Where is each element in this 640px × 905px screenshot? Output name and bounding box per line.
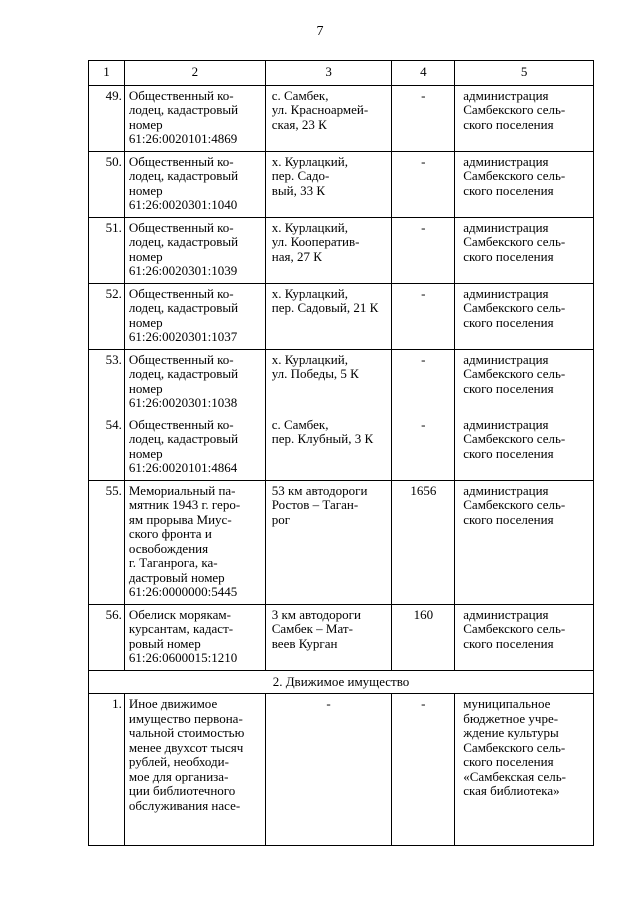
row-value: - bbox=[392, 85, 455, 151]
row-address: с. Самбек, ул. Красноармей- ская, 23 К bbox=[265, 85, 392, 151]
row-value: - bbox=[392, 151, 455, 217]
row-address: х. Курлацкий, пер. Садовый, 21 К bbox=[265, 283, 392, 349]
row-address: х. Курлацкий, ул. Победы, 5 К bbox=[265, 349, 392, 415]
row-number: 49. bbox=[89, 85, 125, 151]
row-value: 1656 bbox=[392, 480, 455, 604]
row-name: Общественный ко- лодец, кадастровый номер 61:26:0020301:1039 bbox=[124, 217, 265, 283]
row-name: Обелиск морякам- курсантам, кадаст- ровый номер 61:26:0600015:1210 bbox=[124, 604, 265, 670]
row-owner: администрация Самбекского сель- ского поселения bbox=[455, 217, 594, 283]
row-value: 160 bbox=[392, 604, 455, 670]
column-header: 3 bbox=[265, 61, 392, 86]
table-row bbox=[89, 415, 594, 481]
row-owner: администрация Самбекского сель- ского поселения bbox=[455, 480, 594, 604]
row-name: Иное движимое имущество первона- чальной стоимостью менее двухсот тысяч рублей, необходи- мое для организа- ции библиотечного обслуживания насе- bbox=[124, 694, 265, 846]
row-value: - bbox=[392, 283, 455, 349]
property-table bbox=[88, 60, 594, 846]
row-address: - bbox=[265, 694, 392, 846]
row-value: - bbox=[392, 415, 455, 481]
row-owner: муниципальное бюджетное учре- ждение культуры Самбекского сель- ского поселения «Самбекская сель- ская библиотека» bbox=[455, 694, 594, 846]
row-address: с. Самбек, пер. Клубный, 3 К bbox=[265, 415, 392, 481]
table-row bbox=[89, 283, 594, 349]
column-header: 1 bbox=[89, 61, 125, 86]
row-address: х. Курлацкий, ул. Кооператив- ная, 27 К bbox=[265, 217, 392, 283]
row-name: Мемориальный па- мятник 1943 г. геро- ям прорыва Миус- ского фронта и освобождения г. Таганрога, ка- дастровый номер 61:26:0000000:5445 bbox=[124, 480, 265, 604]
row-name: Общественный ко- лодец, кадастровый номер 61:26:0020101:4869 bbox=[124, 85, 265, 151]
row-address: 3 км автодороги Самбек – Мат- веев Курган bbox=[265, 604, 392, 670]
table-header-row bbox=[89, 61, 594, 86]
row-number: 52. bbox=[89, 283, 125, 349]
row-name: Общественный ко- лодец, кадастровый номер 61:26:0020301:1040 bbox=[124, 151, 265, 217]
row-number: 1. bbox=[89, 694, 125, 846]
row-value: - bbox=[392, 217, 455, 283]
row-owner: администрация Самбекского сель- ского поселения bbox=[455, 349, 594, 415]
row-owner: администрация Самбекского сель- ского поселения bbox=[455, 151, 594, 217]
row-address: х. Курлацкий, пер. Садо- вый, 33 К bbox=[265, 151, 392, 217]
column-header: 4 bbox=[392, 61, 455, 86]
row-number: 50. bbox=[89, 151, 125, 217]
row-number: 56. bbox=[89, 604, 125, 670]
row-owner: администрация Самбекского сель- ского поселения bbox=[455, 283, 594, 349]
table-row bbox=[89, 151, 594, 217]
row-address: 53 км автодороги Ростов – Таган- рог bbox=[265, 480, 392, 604]
row-number: 55. bbox=[89, 480, 125, 604]
column-header: 2 bbox=[124, 61, 265, 86]
row-number: 54. bbox=[89, 415, 125, 481]
row-name: Общественный ко- лодец, кадастровый номер 61:26:0020301:1038 bbox=[124, 349, 265, 415]
row-owner: администрация Самбекского сель- ского поселения bbox=[455, 85, 594, 151]
row-owner: администрация Самбекского сель- ского поселения bbox=[455, 604, 594, 670]
row-owner: администрация Самбекского сель- ского поселения bbox=[455, 415, 594, 481]
column-header: 5 bbox=[455, 61, 594, 86]
row-number: 53. bbox=[89, 349, 125, 415]
table-row bbox=[89, 480, 594, 604]
row-number: 51. bbox=[89, 217, 125, 283]
table-row bbox=[89, 85, 594, 151]
row-value: - bbox=[392, 349, 455, 415]
row-name: Общественный ко- лодец, кадастровый номер 61:26:0020101:4864 bbox=[124, 415, 265, 481]
table-row bbox=[89, 694, 594, 846]
page-number: 7 bbox=[316, 24, 324, 39]
table-row bbox=[89, 349, 594, 415]
section-title: 2. Движимое имущество bbox=[89, 670, 594, 694]
section-row bbox=[89, 670, 594, 694]
row-value: - bbox=[392, 694, 455, 846]
table-row bbox=[89, 217, 594, 283]
row-name: Общественный ко- лодец, кадастровый номер 61:26:0020301:1037 bbox=[124, 283, 265, 349]
table-row bbox=[89, 604, 594, 670]
